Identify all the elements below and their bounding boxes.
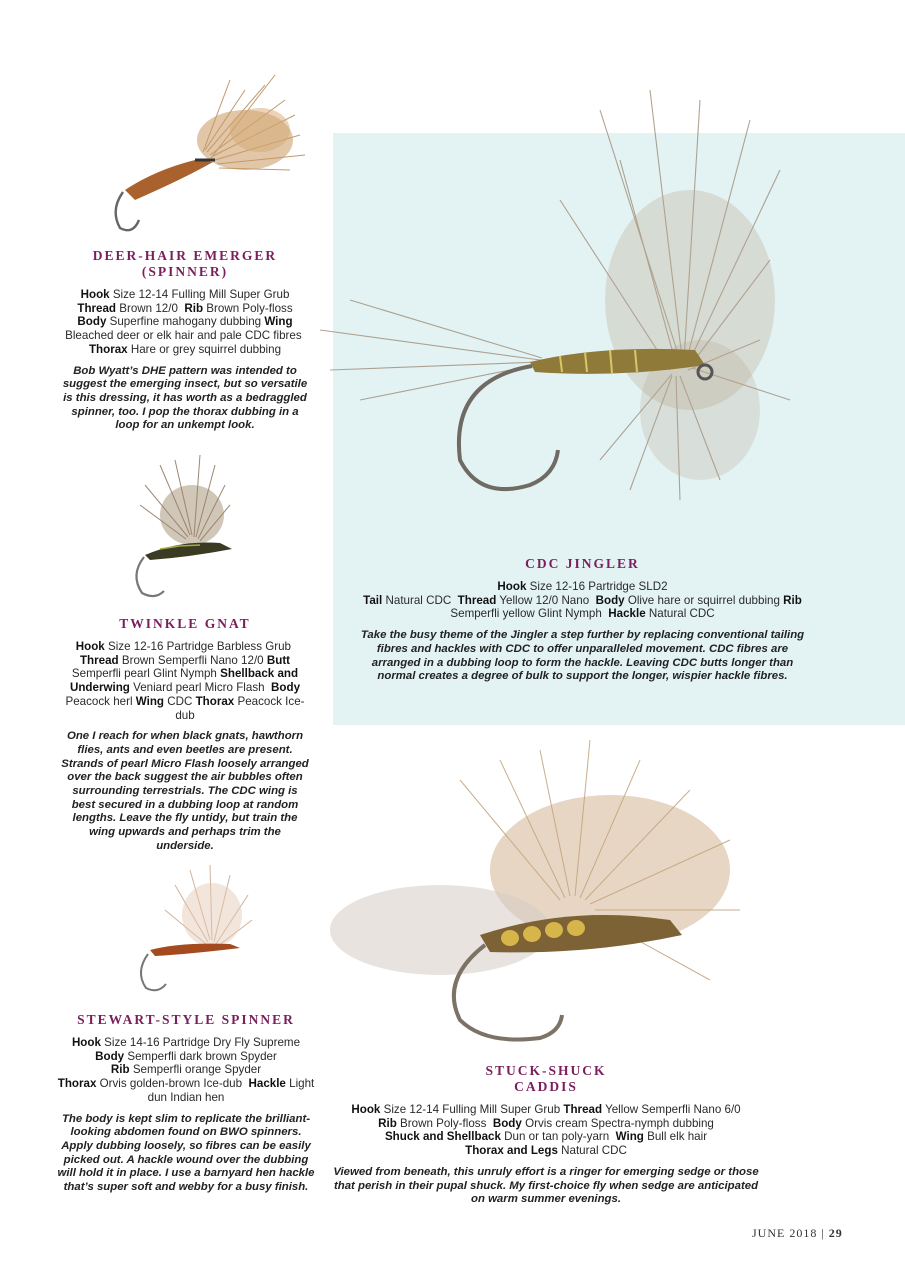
deer-hair-emerger-image — [95, 60, 320, 240]
stewart-spinner-specs: Hook Size 14-16 Partridge Dry Fly Supreme Body Semperfli dark brown Spyder Rib Semperfli orange Spyder Thorax Orvis golden-brown Ice-dub Hackle Light dun Indian hen — [57, 1036, 315, 1104]
deer-hair-emerger-specs: Hook Size 12-14 Fulling Mill Super Grub Thread Brown 12/0 Rib Brown Poly-floss Body Superfine mahogany dubbing Wing Bleached deer or elk hair and pale CDC fibres Thorax Hare or grey squirrel dubbing — [65, 288, 302, 356]
cdc-jingler-description: Take the busy theme of the Jingler a step further by replacing conventional tailing fibres and hackles with CDC to offer unparalleled movement. CDC fibres are arranged in a dubbing loop to form the hackle. Leaving CDC butts longer than normal creates a degree of bulk to support the longer, wispier hackle fibres. — [360, 629, 805, 683]
stewart-spinner-description: The body is kept slim to replicate the brilliant-looking abdomen found on BWO spinners. Apply dubbing loosely, so fibres can be easily picked out. A hackle wound over the dubbing will hold it in place. I use a barnyard hen hackle that’s super soft and webby for a busy finish. — [57, 1112, 315, 1194]
cdc-jingler-image — [300, 80, 800, 540]
cdc-jingler-specs: Hook Size 12-16 Partridge SLD2 Tail Natural CDC Thread Yellow 12/0 Nano Body Olive hare or squirrel dubbing Rib Semperfli yellow Glint Nymph Hackle Natural CDC — [363, 580, 802, 621]
stuck-shuck-caddis-title: STUCK-SHUCK CADDIS — [485, 1063, 607, 1094]
stewart-spinner-title: STEWART-STYLE SPINNER — [77, 1012, 295, 1027]
stuck-shuck-caddis-description: Viewed from beneath, this unruly effort is a ringer for emerging sedge or those that perish in their pupal shuck. My first-choice fly when sedge are anticipated on warm summer evenings. — [333, 1165, 759, 1206]
twinkle-gnat-title: TWINKLE GNAT — [119, 616, 251, 631]
stewart-spinner-section — [55, 1012, 317, 1195]
page-footer — [752, 1226, 843, 1241]
deer-hair-emerger-section — [60, 248, 310, 433]
twinkle-gnat-description: One I reach for when black gnats, hawthorn flies, ants and even beetles are present. Strands of pearl Micro Flash loosely arranged over the back suggest the air bubbles often surrounding terrestrials. The CDC wing is best secured in a dubbing loop at random lengths. Leave the fly untidy, but train the wing upwards and perhaps trim the underside. — [61, 730, 309, 852]
stewart-spinner-image — [130, 860, 260, 1000]
twinkle-gnat-section — [60, 616, 310, 854]
stuck-shuck-caddis-specs: Hook Size 12-14 Fulling Mill Super Grub Thread Yellow Semperfli Nano 6/0 Rib Brown Poly-floss Body Orvis cream Spectra-nymph dubbing Shuck and Shellback Dun or tan poly-yarn Wing Bull elk hair Thorax and Legs Natural CDC — [351, 1103, 741, 1158]
twinkle-gnat-specs: Hook Size 12-16 Partridge Barbless Grub Thread Brown Semperfli Nano 12/0 Butt Semperfli pearl Glint Nymph Shellback and Underwing Veniard pearl Micro Flash Body Peacock herl Wing CDC Thorax Peacock Ice-dub — [65, 640, 305, 722]
deer-hair-emerger-description: Bob Wyatt’s DHE pattern was intended to suggest the emerging insect, but so versatile is this dressing, it has worth as a bedraggled spinner, too. I pop the thorax dubbing in a loop for an unkempt look. — [62, 364, 308, 432]
cdc-jingler-title: CDC JINGLER — [525, 556, 640, 571]
cdc-jingler-section — [360, 556, 805, 684]
page-number: 29 — [828, 1226, 843, 1240]
stuck-shuck-caddis-section — [326, 1063, 766, 1207]
stuck-shuck-caddis-image — [310, 720, 750, 1050]
issue-date: JUNE 2018 | — [752, 1226, 825, 1240]
twinkle-gnat-image — [120, 445, 260, 605]
deer-hair-emerger-title: DEER-HAIR EMERGER (SPINNER) — [92, 248, 278, 279]
